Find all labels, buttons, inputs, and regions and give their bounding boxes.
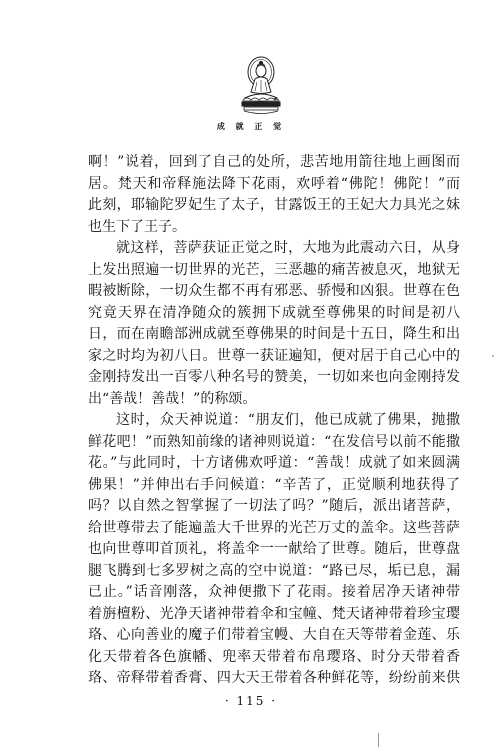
text-line: 日，而在南瞻部洲成就至尊佛果的时间是十五日，降生和出 xyxy=(88,326,460,342)
text-line: 花。”与此同时，十方诸佛欢呼道：“善哉！成就了如来圆满 xyxy=(88,455,460,471)
text-line: 鲜花吧！”而熟知前缘的诸神则说道：“在发信号以前不能撒 xyxy=(88,433,460,450)
text-line: 给世尊带去了能遍盖大千世界的光芒万丈的盖伞。这些菩萨 xyxy=(88,519,460,536)
paragraph xyxy=(88,152,460,238)
text-line: 吗？以自然之智掌握了一切法了吗？”随后，派出诸菩萨， xyxy=(88,498,460,514)
text-line: 珞、心向善业的魔子们带着宝幔、大自在天等带着金莲、乐 xyxy=(88,627,460,643)
text-line: 珞、帝释带着香膏、四大天王带着各种鲜花等，纷纷前来供 xyxy=(88,670,460,686)
text-line: 也向世尊叩首顶礼，将盖伞一一献给了世尊。随后，世尊盘 xyxy=(88,541,460,557)
text-line: 金刚持发出一百零八种名号的赞美，一切如来也向金刚持发 xyxy=(88,369,460,385)
text-line: 出“善哉！善哉！”的称颂。 xyxy=(88,390,257,407)
text-line: 已止。”话音刚落，众神便撒下了花雨。接着居净天诸神带 xyxy=(88,584,460,600)
text-line: 究竟天界在清净随众的簇拥下成就至尊佛果的时间是初八 xyxy=(88,304,460,321)
text-line: 家之时均为初八日。世尊一获证遍知，便对居于自己心中的 xyxy=(88,347,460,364)
chapter-running-title: 成 就 正 觉 xyxy=(216,121,286,131)
text-line: 此刻，耶输陀罗妃生了太子，甘露饭王的王妃大力具光之妹 xyxy=(88,197,460,213)
text-line: 着旃檀粉、光净天诸神带着伞和宝幢、梵天诸神带着珍宝璎 xyxy=(88,605,460,622)
text-line: 暇被断除，一切众生都不再有邪恶、骄慢和凶狠。世尊在色 xyxy=(88,283,460,299)
text-line: 化天带着各色旗幡、兜率天带着布帛璎珞、时分天带着香 xyxy=(88,648,460,665)
text-line: 上发出照遍一切世界的光芒，三恶趣的痛苦被息灭，地狱无 xyxy=(88,261,460,278)
body-text xyxy=(88,152,460,690)
paragraph xyxy=(88,410,460,690)
text-line: 居。梵天和帝释施法降下花雨，欢呼着“佛陀！佛陀！”而 xyxy=(88,175,460,192)
text-line: 啊！”说着，回到了自己的处所，悲苦地用箭往地上画图而 xyxy=(88,154,460,170)
text-line: 佛果！”并伸出右手问候道：“辛苦了，正觉顺利地获得了 xyxy=(88,476,460,493)
text-line: 也生下了王子。 xyxy=(88,218,186,235)
scan-speck xyxy=(492,355,494,357)
page-number: · 115 · xyxy=(224,694,278,708)
text-line: 腿飞腾到七多罗树之高的空中说道：“路已尽，垢已息，漏 xyxy=(88,562,460,579)
paragraph xyxy=(88,238,460,410)
text-line: 这时，众天神说道：“朋友们，他已成就了佛果，抛撒 xyxy=(116,412,460,428)
text-line: 就这样，菩萨获证正觉之时，大地为此震动六日，从身 xyxy=(116,240,460,256)
seated-buddha-icon xyxy=(234,54,288,118)
page-gutter-mark xyxy=(378,733,379,747)
